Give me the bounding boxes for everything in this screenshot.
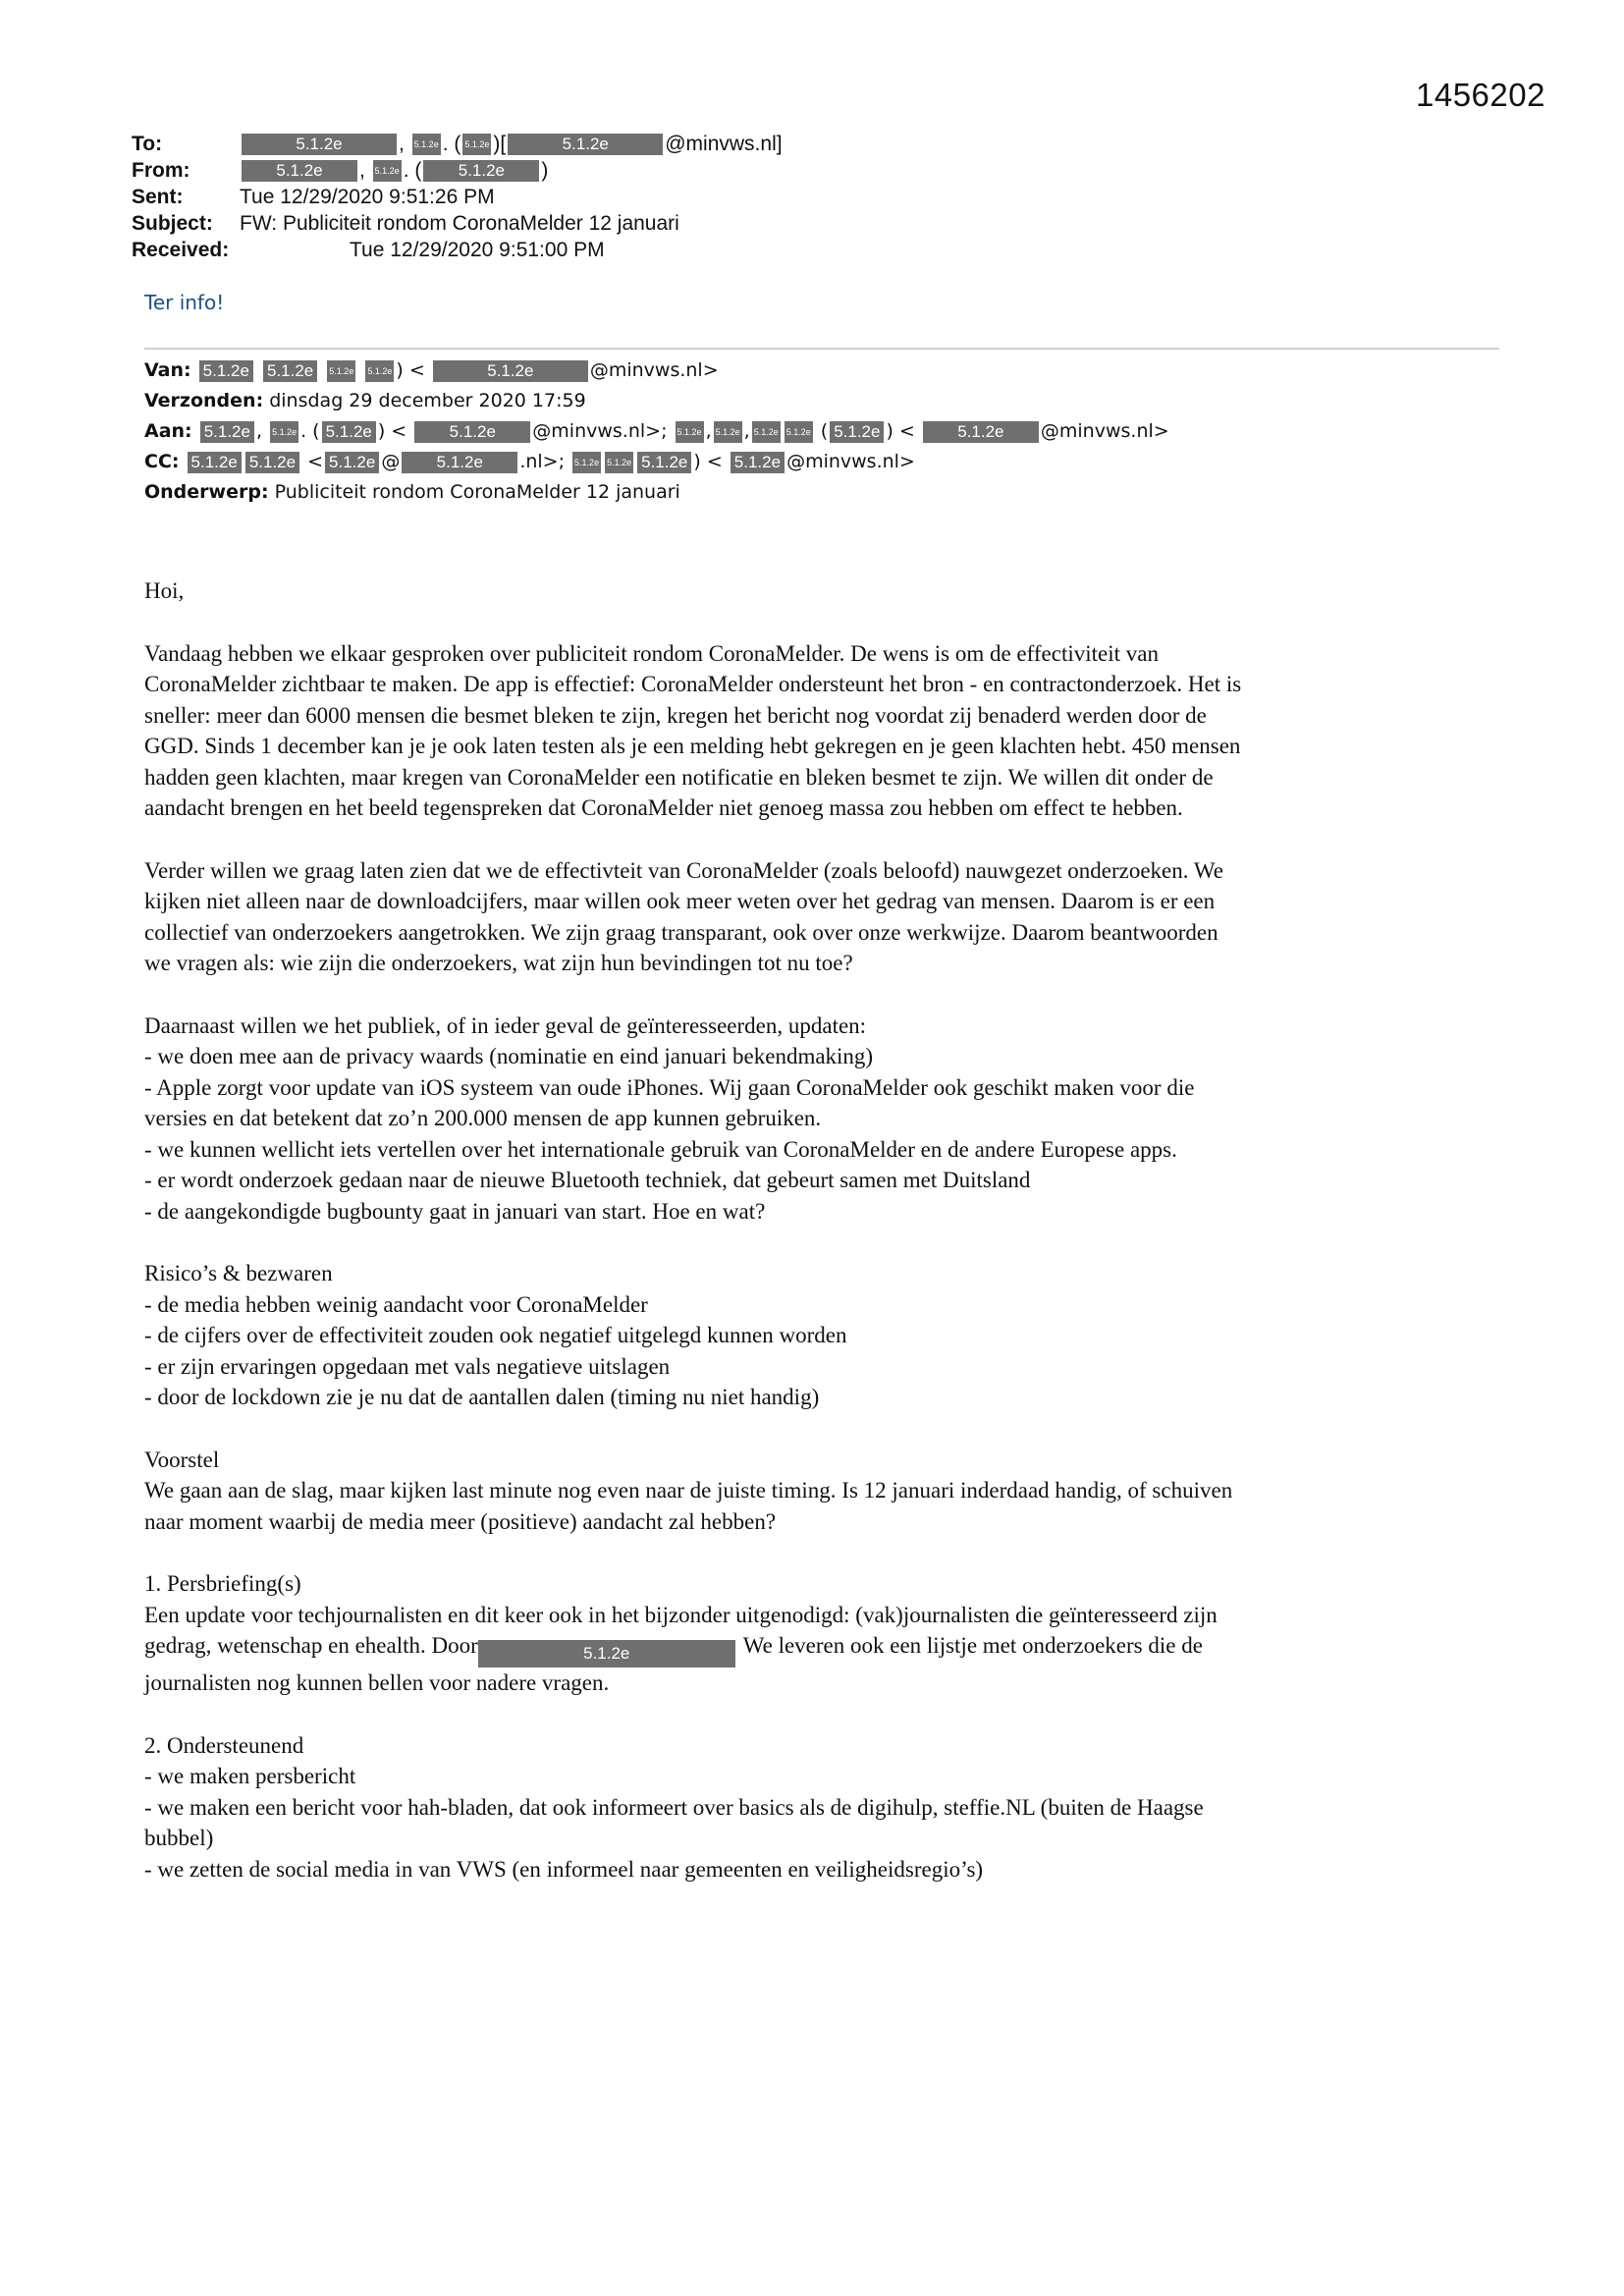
body-line: kijken niet alleen naar de downloadcijfers, maar willen ook meer weten over het gedrag van mensen. Daarom is er een bbox=[144, 889, 1216, 913]
redaction-box: 5.1.2e bbox=[188, 452, 242, 473]
to-domain: @minvws.nl] bbox=[665, 133, 783, 155]
cc-domain: @minvws.nl> bbox=[786, 451, 915, 472]
body-line: aandacht brengen en het beeld tegenspreken dat CoronaMelder niet genoeg massa zou hebben om effect te hebben. bbox=[144, 795, 1183, 820]
body-line: - de aangekondigde bugbounty gaat in januari van start. Hoe en wat? bbox=[144, 1198, 766, 1224]
redaction-box: 5.1.2e bbox=[508, 134, 663, 155]
to-label: To: bbox=[132, 133, 163, 155]
redaction-box: 5.1.2e bbox=[830, 421, 884, 443]
paragraph-ondersteunend bbox=[144, 1730, 1499, 1886]
persbriefing-line-3: journalisten nog kunnen bellen voor nadere vragen. bbox=[144, 1670, 610, 1695]
paragraph-voorstel bbox=[144, 1445, 1499, 1538]
body-line: - we kunnen wellicht iets vertellen over het internationale gebruik van CoronaMelder en de andere Europese apps. bbox=[144, 1136, 1177, 1162]
sent-label: Sent: bbox=[132, 186, 184, 208]
verzonden-row bbox=[144, 386, 1169, 416]
body-line: CoronaMelder zichtbaar te maken. De app is effectief: CoronaMelder ondersteunt het bron - en contractonderzoek. Het is bbox=[144, 672, 1242, 696]
cc-row: CC: 5.1.2e 5.1.2e < 5.1.2e @ 5.1.2e .nl>; 5.1.2e 5.1.2e 5.1.2e ) < 5.1.2e @minvws.nl> bbox=[144, 451, 915, 472]
redaction-box: 5.1.2e bbox=[923, 421, 1039, 443]
body-line: - de cijfers over de effectiviteit zouden ook negatief uitgelegd kunnen worden bbox=[144, 1323, 847, 1347]
redaction-box: 5.1.2e bbox=[373, 160, 402, 182]
body-line: - er zijn ervaringen opgedaan met vals negatieve uitslagen bbox=[144, 1353, 671, 1379]
body-line: Vandaag hebben we elkaar gesproken over publiciteit rondom CoronaMelder. De wens is om de effectiviteit van bbox=[144, 640, 1159, 666]
redaction-box: 5.1.2e bbox=[785, 421, 813, 443]
persbriefing-line-2 bbox=[144, 1630, 1499, 1667]
body-line: Voorstel bbox=[144, 1447, 220, 1472]
body-line: Risico’s & bezwaren bbox=[144, 1261, 333, 1285]
redaction-box: 5.1.2e bbox=[365, 360, 394, 382]
body-line: versies en dat betekent dat zo’n 200.000 mensen de app kunnen gebruiken. bbox=[144, 1106, 822, 1130]
sent-value: Tue 12/29/2020 9:51:26 PM bbox=[240, 186, 495, 208]
received-label: Received: bbox=[132, 239, 230, 261]
redaction-box: 5.1.2e bbox=[245, 452, 299, 473]
subject-label: Subject: bbox=[132, 212, 213, 235]
redaction-box: 5.1.2e bbox=[731, 452, 785, 473]
body-line: Daarnaast willen we het publiek, of in ieder geval de geïnteresseerden, updaten: bbox=[144, 1012, 867, 1038]
body-line: - er wordt onderzoek gedaan naar de nieuwe Bluetooth techniek, dat gebeurt samen met Duitsland bbox=[144, 1168, 1031, 1192]
body-line: - we maken persbericht bbox=[144, 1764, 356, 1788]
redaction-box: 5.1.2e bbox=[242, 160, 357, 182]
from-label: From: bbox=[132, 159, 190, 182]
redaction-box: 5.1.2e bbox=[752, 421, 781, 443]
redaction-box: 5.1.2e bbox=[325, 452, 379, 473]
redaction-box: 5.1.2e bbox=[242, 134, 397, 155]
greeting: Hoi, bbox=[144, 578, 185, 603]
body-line: - we zetten de social media in van VWS (en informeel naar gemeenten en veiligheidsregio’s) bbox=[144, 1856, 984, 1882]
redaction-box: 5.1.2e bbox=[605, 452, 633, 473]
body-line: - Apple zorgt voor update van iOS systeem van oude iPhones. Wij gaan CoronaMelder ook geschikt maken voor die bbox=[144, 1074, 1195, 1100]
from-value: 5.1.2e , 5.1.2e . ( 5.1.2e ) bbox=[240, 157, 548, 184]
redaction-box: 5.1.2e bbox=[676, 421, 704, 443]
to-value: 5.1.2e , 5.1.2e . ( 5.1.2e )[ 5.1.2e @minvws.nl] bbox=[240, 131, 783, 157]
ter-info-note: Ter info! bbox=[144, 291, 225, 314]
persbriefing-line-2a: gedrag, wetenschap en ehealth. Door bbox=[144, 1633, 478, 1658]
redaction-box: 5.1.2e bbox=[327, 360, 355, 382]
divider bbox=[144, 348, 1499, 350]
paragraph-persbriefing bbox=[144, 1568, 1499, 1699]
redaction-box: 5.1.2e bbox=[199, 360, 253, 382]
body-line: naar moment waarbij de media meer (positieve) aandacht zal hebben? bbox=[144, 1508, 777, 1534]
body-line: We gaan aan de slag, maar kijken last minute nog even naar de juiste timing. Is 12 januari inderdaad handig, of schuiven bbox=[144, 1478, 1233, 1503]
body-line: Verder willen we graag laten zien dat we de effectivteit van CoronaMelder (zoals beloofd) nauwgezet onderzoeken. We bbox=[144, 857, 1223, 883]
redaction-box: 5.1.2e bbox=[637, 452, 691, 473]
verzonden-label: Verzonden: bbox=[144, 390, 264, 411]
paragraph-risicos bbox=[144, 1258, 1499, 1413]
body-line: - de media hebben weinig aandacht voor CoronaMelder bbox=[144, 1291, 648, 1317]
aan-domain-1: @minvws.nl>; bbox=[532, 420, 668, 442]
paragraph-updates bbox=[144, 1011, 1499, 1228]
van-label: Van: bbox=[144, 359, 191, 381]
redaction-box: 5.1.2e bbox=[270, 421, 298, 443]
email-body bbox=[144, 575, 1499, 1916]
body-line: collectief van onderzoekers aangetrokken. We zijn graag transparant, ook over onze werkwijze. Daarom beantwoorden bbox=[144, 919, 1218, 945]
cc-label: CC: bbox=[144, 451, 180, 472]
persbriefing-title: 1. Persbriefing(s) bbox=[144, 1571, 301, 1596]
redaction-box: 5.1.2e bbox=[478, 1640, 735, 1667]
document-number: 1456202 bbox=[1416, 77, 1545, 113]
redaction-box: 5.1.2e bbox=[263, 360, 317, 382]
forwarded-header bbox=[144, 355, 1169, 508]
van-domain: @minvws.nl> bbox=[589, 359, 719, 381]
redaction-box: 5.1.2e bbox=[462, 134, 491, 155]
persbriefing-line-2b: We leveren ook een lijstje met onderzoekers die de bbox=[742, 1633, 1203, 1658]
paragraph-onderzoek bbox=[144, 855, 1499, 979]
redaction-box: 5.1.2e bbox=[322, 421, 376, 443]
cc-mid: .nl>; bbox=[519, 451, 565, 472]
onderwerp-label: Onderwerp: bbox=[144, 481, 269, 503]
body-line: - door de lockdown zie je nu dat de aantallen dalen (timing nu niet handig) bbox=[144, 1385, 820, 1409]
subject-value: FW: Publiciteit rondom CoronaMelder 12 januari bbox=[240, 212, 679, 235]
redaction-box: 5.1.2e bbox=[572, 452, 601, 473]
redaction-box: 5.1.2e bbox=[433, 360, 588, 382]
van-row: Van: 5.1.2e 5.1.2e 5.1.2e 5.1.2e ) < 5.1.2e @minvws.nl> bbox=[144, 359, 719, 381]
body-line: 2. Ondersteunend bbox=[144, 1732, 304, 1758]
body-line: - we doen mee aan de privacy waards (nominatie en eind januari bekendmaking) bbox=[144, 1044, 874, 1068]
body-line: - we maken een bericht voor hah-bladen, dat ook informeert over basics als de digihulp, steffie.NL (buiten de Haagse bbox=[144, 1794, 1204, 1820]
redaction-box: 5.1.2e bbox=[412, 134, 441, 155]
body-line: hadden geen klachten, maar kregen van CoronaMelder een notificatie en bleken besmet te zijn. We willen dit onder de bbox=[144, 764, 1214, 790]
redaction-box: 5.1.2e bbox=[200, 421, 254, 443]
aan-row: Aan: 5.1.2e , 5.1.2e . ( 5.1.2e ) < 5.1.2e @minvws.nl>; 5.1.2e , 5.1.2e , 5.1.2e 5.1.2e ( 5.1.2e ) < 5.1.2e @minvws.nl> bbox=[144, 420, 1169, 442]
body-line: sneller: meer dan 6000 mensen die besmet bleken te zijn, kregen het bericht nog voordat zij benaderd werden door de bbox=[144, 702, 1207, 728]
redaction-box: 5.1.2e bbox=[414, 421, 530, 443]
body-line: GGD. Sinds 1 december kan je je ook laten testen als je een melding hebt gekregen en je geen klachten hebt. 450 mensen bbox=[144, 734, 1241, 758]
verzonden-value: dinsdag 29 december 2020 17:59 bbox=[269, 390, 586, 411]
aan-domain-2: @minvws.nl> bbox=[1040, 420, 1169, 442]
redaction-box: 5.1.2e bbox=[402, 452, 517, 473]
paragraph-effectiviteit bbox=[144, 638, 1499, 824]
redaction-box: 5.1.2e bbox=[423, 160, 539, 182]
persbriefing-line-1: Een update voor techjournalisten en dit keer ook in het bijzonder uitgenodigd: (vak)journalisten die geïnteresseerd zijn bbox=[144, 1602, 1218, 1627]
redaction-box: 5.1.2e bbox=[714, 421, 742, 443]
onderwerp-row bbox=[144, 477, 1169, 508]
received-value: Tue 12/29/2020 9:51:00 PM bbox=[350, 239, 605, 261]
body-line: we vragen als: wie zijn die onderzoekers, wat zijn hun bevindingen tot nu toe? bbox=[144, 951, 853, 975]
body-line: bubbel) bbox=[144, 1826, 214, 1850]
aan-label: Aan: bbox=[144, 420, 192, 442]
onderwerp-value: Publiciteit rondom CoronaMelder 12 januari bbox=[274, 481, 680, 503]
